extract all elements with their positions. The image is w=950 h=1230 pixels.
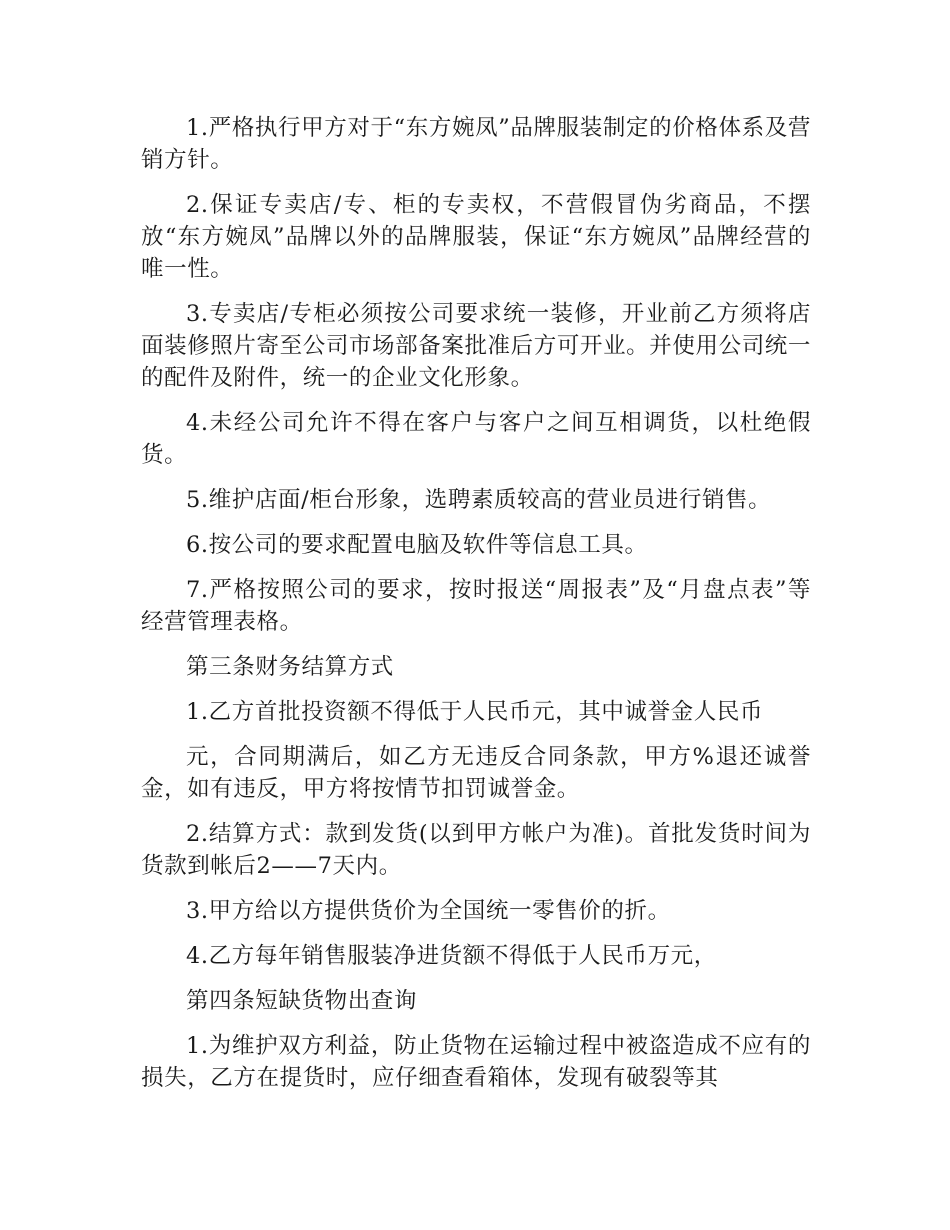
section-heading-article-4: 第四条短缺货物出查询 [186,988,418,1014]
clause-item-5: 5.维护店面/柜台形象，选聘素质较高的营业员进行销售。 [186,487,772,513]
clause-item-4: 4.未经公司允许不得在客户与客户之间互相调货，以杜绝假货。 [141,410,811,468]
document-body [141,112,811,1107]
shortage-item-1: 1.为维护双方利益，防止货物在运输过程中被盗造成不应有的损失，乙方在提货时，应仔细查看箱体，发现有破裂等其 [141,1033,811,1091]
clause-item-1: 1.严格执行甲方对于“东方婉凤”品牌服装制定的价格体系及营销方针。 [141,115,811,173]
clause-item-2: 2.保证专卖店/专、柜的专卖权，不营假冒伪劣商品，不摆放“东方婉凤”品牌以外的品牌服装，保证“东方婉凤”品牌经营的唯一性。 [141,192,811,282]
clause-item-3: 3.专卖店/专柜必须按公司要求统一装修，开业前乙方须将店面装修照片寄至公司市场部备案批准后方可开业。并使用公司统一的配件及附件，统一的企业文化形象。 [141,301,811,391]
finance-item-2: 2.结算方式：款到发货(以到甲方帐户为准)。首批发货时间为货款到帐后2——7天内。 [141,821,811,879]
finance-item-3: 3.甲方给以方提供货价为全国统一零售价的折。 [186,898,671,924]
section-heading-article-3: 第三条财务结算方式 [186,654,394,680]
clause-item-6: 6.按公司的要求配置电脑及软件等信息工具。 [186,532,648,558]
finance-item-1: 1.乙方首批投资额不得低于人民币元，其中诚誉金人民币 [186,699,764,725]
finance-item-4: 4.乙方每年销售服装净进货额不得低于人民币万元， [186,943,717,969]
clause-item-7: 7.严格按照公司的要求，按时报送“周报表”及“月盘点表”等经营管理表格。 [141,577,811,635]
finance-item-1-continued: 元，合同期满后，如乙方无违反合同条款，甲方%退还诚誉金，如有违反，甲方将按情节扣罚诚誉金。 [141,744,811,802]
